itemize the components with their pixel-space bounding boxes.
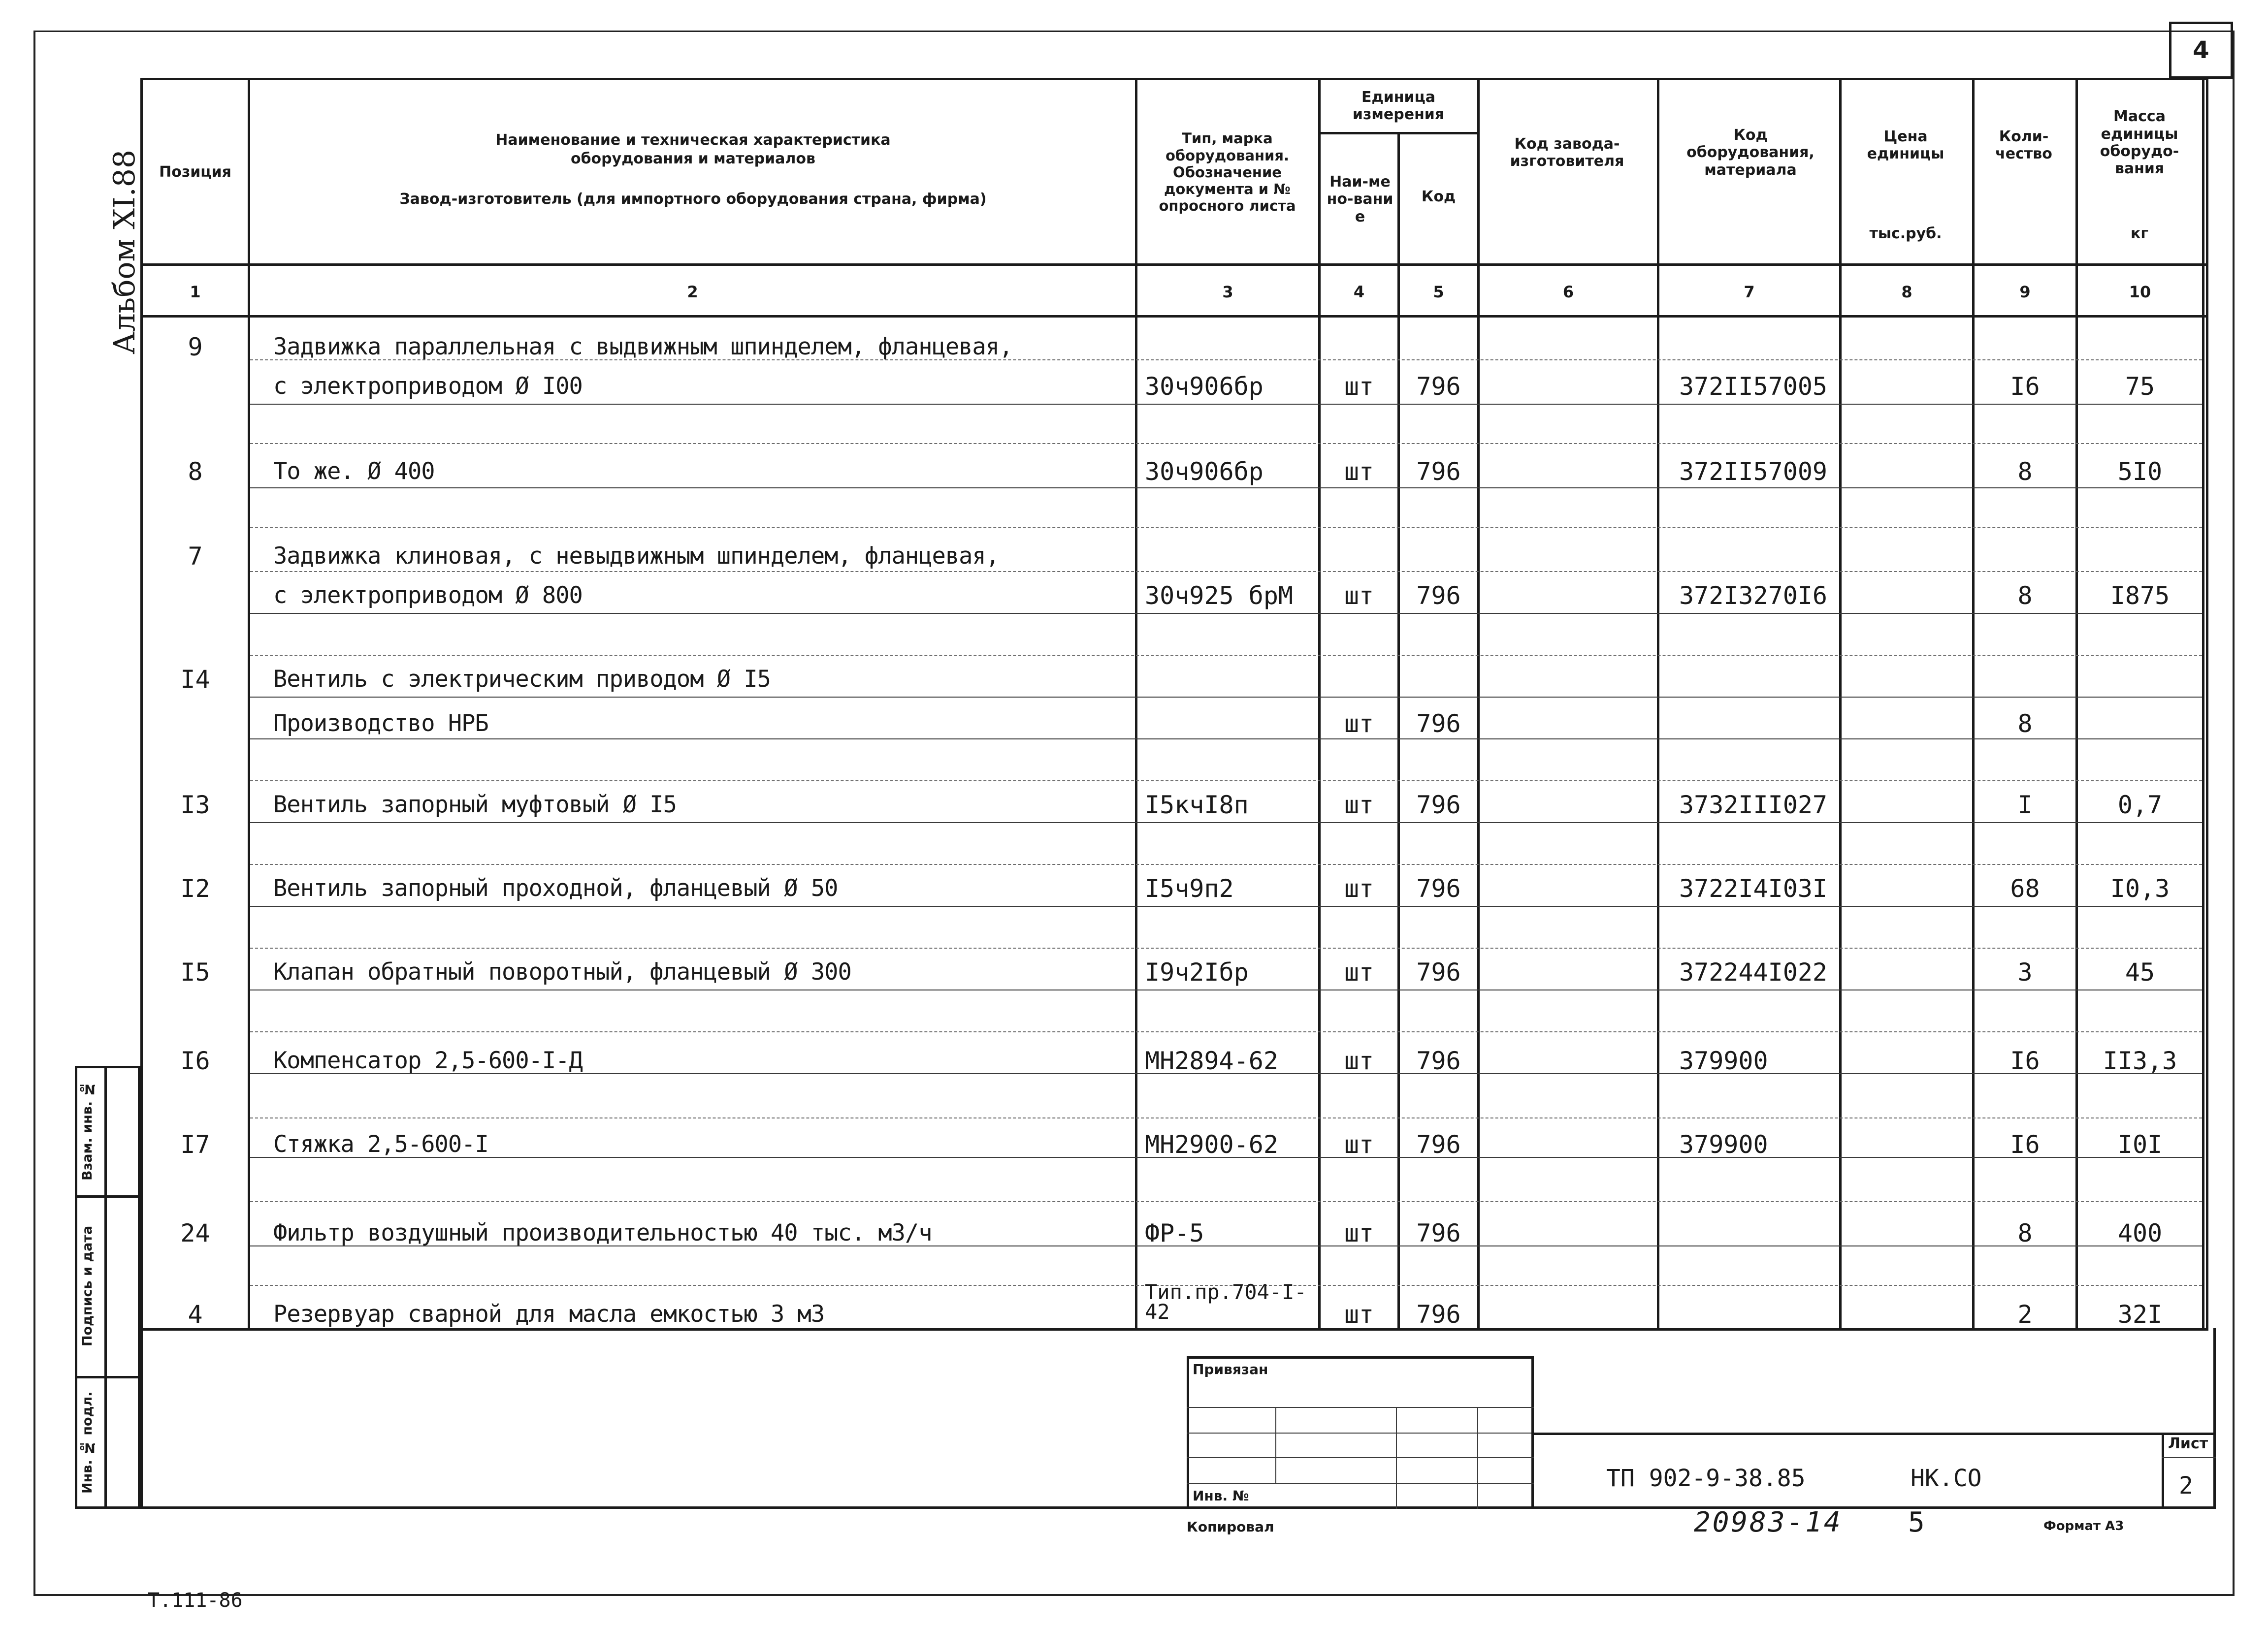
cell-item-name: Вентиль запорный муфтовый Ø I5: [273, 791, 677, 818]
label-sign-date: Подпись и дата: [80, 1225, 95, 1347]
cell-position: 9: [188, 333, 203, 361]
cell-quantity: 8: [2017, 457, 2033, 486]
cell-item-type: МН2894-62: [1145, 1047, 1278, 1075]
cell-item-name: Стяжка 2,5-600-I: [273, 1131, 488, 1158]
cell-position: 8: [188, 457, 203, 486]
cell-position: 24: [180, 1219, 210, 1247]
archive-sheet: 5: [1908, 1506, 1925, 1538]
cell-position: [143, 372, 248, 401]
cell-item-type: I9ч2Iбр: [1145, 958, 1249, 987]
document-code: ТП 902-9-38.85: [1606, 1465, 1806, 1492]
cell-equipment-code: [1679, 709, 1837, 738]
label-inv-subst: Взам. инв. №: [80, 1081, 95, 1181]
cell-item-name: То же. Ø 400: [273, 458, 435, 485]
cell-mass: [2078, 542, 2202, 571]
cell-unit-name: [1321, 665, 1397, 694]
cell-unit-code: 796: [1416, 1130, 1461, 1159]
cell-item-type: [1145, 709, 1317, 738]
cell-mass: I0,3: [2110, 874, 2170, 903]
cell-position: [143, 581, 248, 610]
colnum-2: 2: [687, 283, 698, 301]
cell-unit-name: [1321, 332, 1397, 362]
label-inv-orig: Инв. № подл.: [80, 1391, 95, 1494]
cell-item-name: Клапан обратный поворотный, фланцевый Ø 300: [273, 958, 851, 986]
cell-item-type: [1145, 332, 1317, 362]
cell-item-name: с электроприводом Ø I00: [273, 373, 583, 400]
cell-position: [143, 709, 248, 738]
cell-unit-code: 796: [1416, 1047, 1461, 1075]
cell-quantity: I: [2017, 791, 2033, 819]
cell-equipment-code: 372244I022: [1679, 958, 1828, 987]
cell-position: I6: [180, 1047, 210, 1075]
cell-item-type: Тип.пр.704-I-42: [1145, 1280, 1307, 1324]
cell-item-name: Вентиль запорный проходной, фланцевый Ø 50: [273, 875, 838, 902]
header-unit-name: Наи-мено-вание: [1327, 173, 1393, 225]
cell-item-name: с электроприводом Ø 800: [273, 582, 583, 609]
colnum-1: 1: [190, 283, 201, 301]
cell-quantity: 3: [2017, 958, 2033, 987]
cell-unit-code: [1400, 332, 1477, 362]
header-unit-code: Код: [1421, 188, 1456, 206]
colnum-7: 7: [1744, 283, 1755, 301]
sheet-label: Лист: [2168, 1435, 2208, 1452]
cell-item-name: Компенсатор 2,5-600-I-Д: [273, 1047, 583, 1074]
header-name-line3: Завод-изготовитель (для импортного оборудования страна, фирма): [399, 191, 987, 208]
cell-mass: [2078, 332, 2202, 362]
cell-position: I3: [180, 791, 210, 819]
colnum-3: 3: [1222, 283, 1233, 301]
cell-unit-name: шт: [1344, 709, 1374, 738]
attached-label: Привязан: [1193, 1361, 1268, 1377]
format-label: Формат А3: [2043, 1519, 2124, 1533]
cell-unit-code: 796: [1416, 874, 1461, 903]
cell-equipment-code: 379900: [1679, 1130, 1768, 1159]
cell-item-name: Задвижка клиновая, с невыдвижным шпинделем, фланцевая,: [273, 543, 1000, 570]
colnum-4: 4: [1353, 283, 1365, 301]
colnum-9: 9: [2019, 283, 2031, 301]
cell-equipment-code: [1679, 1300, 1837, 1329]
cell-item-type: 30ч925 брМ: [1145, 581, 1294, 610]
album-label: Альбом XI.88: [107, 149, 142, 354]
cell-position: I7: [180, 1130, 210, 1159]
cell-mass: 32I: [2117, 1300, 2163, 1329]
cell-equipment-code: 379900: [1679, 1047, 1768, 1075]
header-name-line1: Наименование и техническая характеристика: [495, 131, 891, 149]
cell-item-name: Производство НРБ: [273, 710, 488, 737]
cell-unit-name: шт: [1344, 372, 1374, 401]
cell-mass: 75: [2125, 372, 2155, 401]
cell-unit-code: 796: [1416, 791, 1461, 819]
header-type: Тип, марка оборудования. Обозначение документа и № опросного листа: [1159, 130, 1296, 215]
cell-unit-code: 796: [1416, 1219, 1461, 1247]
header-price-unit: тыс.руб.: [1869, 225, 1942, 243]
header-mass-unit: кг: [2130, 225, 2149, 243]
cell-position: I4: [180, 665, 210, 694]
page-number: 4: [2193, 36, 2209, 64]
cell-quantity: [1975, 542, 2075, 571]
cell-quantity: [1975, 665, 2075, 694]
cell-unit-code: 796: [1416, 1300, 1461, 1329]
cell-equipment-code: [1679, 332, 1837, 362]
cell-unit-code: 796: [1416, 457, 1461, 486]
cell-equipment-code: 372II57009: [1679, 457, 1828, 486]
cell-item-name: Вентиль с электрическим приводом Ø I5: [273, 666, 771, 693]
cell-item-name: Задвижка параллельная с выдвижным шпинделем, фланцевая,: [273, 333, 1013, 360]
cell-unit-code: [1400, 542, 1477, 571]
form-code: Т.111-86: [148, 1589, 243, 1612]
cell-item-type: ФР-5: [1145, 1219, 1204, 1247]
header-unit-group: Единица измерения: [1352, 88, 1445, 123]
cell-quantity: 8: [2017, 709, 2033, 738]
cell-position: I2: [180, 874, 210, 903]
cell-unit-name: шт: [1344, 581, 1374, 610]
cell-quantity: I6: [2010, 372, 2040, 401]
cell-unit-name: шт: [1344, 1300, 1374, 1329]
header-quantity: Коли-чество: [1995, 128, 2052, 162]
cell-item-type: [1145, 542, 1317, 571]
cell-item-type: [1145, 665, 1317, 694]
cell-unit-name: шт: [1344, 1130, 1374, 1159]
cell-equipment-code: [1679, 542, 1837, 571]
header-price: Цена единицы: [1867, 128, 1944, 162]
colnum-6: 6: [1562, 283, 1574, 301]
inv-no-label: Инв. №: [1193, 1488, 1249, 1504]
cell-quantity: 2: [2017, 1300, 2033, 1329]
cell-position: 4: [188, 1300, 203, 1329]
colnum-5: 5: [1433, 283, 1444, 301]
cell-quantity: 8: [2017, 1219, 2033, 1247]
archive-number: 20983-14: [1694, 1506, 1843, 1538]
header-equipment-code: Код оборудования, материала: [1686, 126, 1814, 179]
cell-mass: I875: [2110, 581, 2170, 610]
cell-quantity: I6: [2010, 1047, 2040, 1075]
header-position: Позиция: [159, 163, 231, 181]
cell-equipment-code: 3722I4I03I: [1679, 874, 1828, 903]
cell-unit-code: 796: [1416, 709, 1461, 738]
document-mark: НК.СО: [1911, 1465, 1982, 1492]
header-name-line2: оборудования и материалов: [571, 150, 815, 168]
header-plant-code: Код завода-изготовителя: [1510, 135, 1624, 170]
cell-mass: [2078, 665, 2202, 694]
sheet-number: 2: [2179, 1472, 2193, 1500]
cell-unit-name: шт: [1344, 1219, 1374, 1247]
cell-mass: II3,3: [2103, 1047, 2177, 1075]
cell-item-type: I5кчI8п: [1145, 791, 1249, 819]
cell-item-type: МН2900-62: [1145, 1130, 1278, 1159]
cell-quantity: [1975, 332, 2075, 362]
cell-quantity: 68: [2010, 874, 2040, 903]
cell-equipment-code: 3732III027: [1679, 791, 1828, 819]
cell-mass: [2078, 709, 2202, 738]
cell-equipment-code: [1679, 1218, 1837, 1248]
cell-mass: 400: [2117, 1219, 2163, 1247]
cell-equipment-code: [1679, 665, 1837, 694]
header-mass: Масса единицы оборудо-вания: [2100, 108, 2179, 178]
cell-unit-name: шт: [1344, 1047, 1374, 1075]
cell-unit-code: 796: [1416, 372, 1461, 401]
cell-unit-name: шт: [1344, 958, 1374, 987]
cell-unit-name: шт: [1344, 457, 1374, 486]
cell-item-type: I5ч9п2: [1145, 874, 1234, 903]
cell-unit-code: 796: [1416, 958, 1461, 987]
cell-equipment-code: 372II57005: [1679, 372, 1828, 401]
cell-unit-name: шт: [1344, 874, 1374, 903]
cell-position: 7: [188, 542, 203, 571]
cell-item-name: Фильтр воздушный производительностью 40 тыс. м3/ч: [273, 1219, 932, 1246]
cell-unit-name: [1321, 542, 1397, 571]
cell-unit-code: 796: [1416, 581, 1461, 610]
cell-mass: 0,7: [2117, 791, 2163, 819]
cell-unit-name: шт: [1344, 791, 1374, 819]
cell-mass: 45: [2125, 958, 2155, 987]
colnum-10: 10: [2129, 283, 2151, 301]
cell-mass: I0I: [2117, 1130, 2163, 1159]
cell-item-type: 30ч906бр: [1145, 372, 1264, 401]
cell-quantity: 8: [2017, 581, 2033, 610]
cell-quantity: I6: [2010, 1130, 2040, 1159]
cell-unit-code: [1400, 665, 1477, 694]
colnum-8: 8: [1901, 283, 1912, 301]
cell-item-name: Резервуар сварной для масла емкостью 3 м3: [273, 1301, 825, 1328]
cell-item-type: 30ч906бр: [1145, 457, 1264, 486]
cell-mass: 5I0: [2117, 457, 2163, 486]
title-area: [140, 1328, 2216, 1509]
cell-equipment-code: 372I3270I6: [1679, 581, 1828, 610]
cell-position: I5: [180, 958, 210, 987]
copied-label: Копировал: [1187, 1519, 1274, 1535]
